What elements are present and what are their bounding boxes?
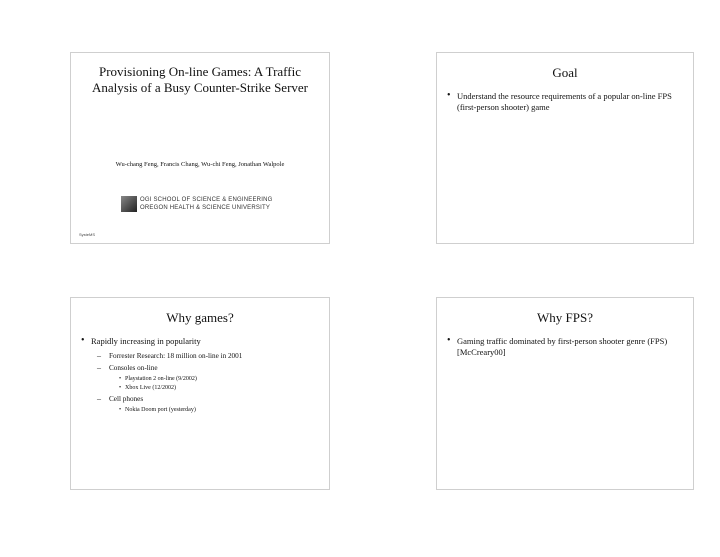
slide-title [70,52,330,244]
slide-authors: Wu-chang Feng, Francis Chang, Wu-chi Feng, Jonathan Walpole [115,161,285,168]
list-item: • Understand the resource requirements of a popular on-line FPS (first-person shooter) game [447,91,683,113]
slide-why-fps [436,297,694,490]
ogi-logo [121,193,272,215]
list-item: • Gaming traffic dominated by first-person shooter genre (FPS) [McCreary00] [447,336,683,358]
list-item: • Rapidly increasing in popularity [81,336,319,347]
slide-why-fps-heading: Why FPS? [537,310,593,325]
why-games-list [81,336,319,415]
logo-line-2: OREGON HEALTH & SCIENCE UNIVERSITY [140,205,271,211]
systems-logo: SysteMS [79,232,96,237]
list-item: • Nokia Doom port (yesterday) [119,406,319,414]
slide-title-heading: Provisioning On-line Games: A Traffic Analysis of a Busy Counter-Strike Server [91,64,308,95]
goal-list [447,91,683,117]
list-item: • Playstation 2 on-line (9/2002) [119,375,319,383]
logo-line-1: OGI SCHOOL OF SCIENCE & ENGINEERING [140,197,273,203]
list-item: • Xbox Live (12/2002) [119,384,319,392]
list-item: – Cell phones [95,394,319,404]
list-item: – Consoles on-line [95,363,319,373]
ogi-logo-icon [121,196,137,212]
slide-why-games-heading: Why games? [166,310,234,325]
why-fps-list [447,336,683,362]
slide-goal [436,52,694,244]
slide-why-games [70,297,330,490]
slide-goal-heading: Goal [552,65,578,80]
list-item: – Forrester Research: 18 million on-line in 2001 [95,351,319,361]
